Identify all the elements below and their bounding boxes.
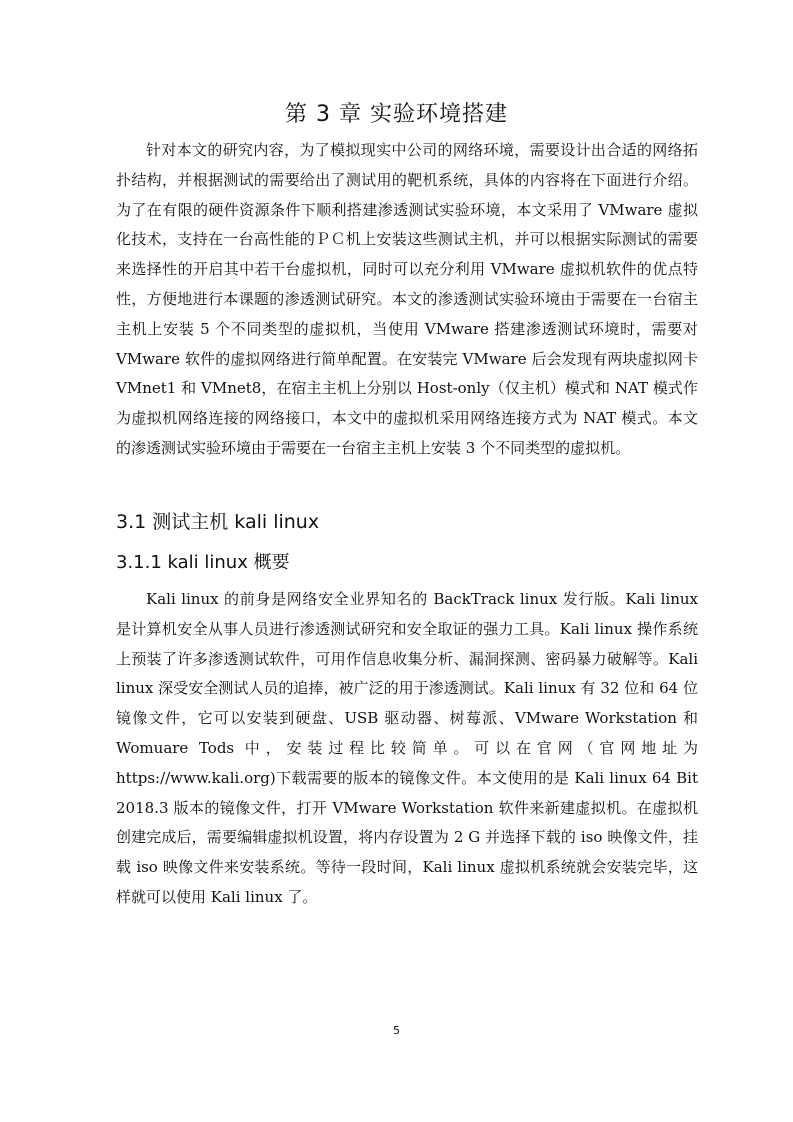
chapter-title: 第 3 章 实验环境搭建 — [285, 102, 508, 127]
page-number: 5 — [393, 1024, 400, 1037]
intro-paragraph: 针对本文的研究内容，为了模拟现实中公司的网络环境，需要设计出合适的网络拓扑结构，并根据测试的需要给出了测试用的靶机系统，具体的内容将在下面进行介绍。为了在有限的硬件资源条件下顺利搭建渗透测试实验环境，本文采用了 VMware 虚拟化技术，支持在一台高性能的ＰＣ机上安装这些测试主机，并可以根据实际测试的需要来选择性的开启其中若干台虚拟机，同时可以充分利用 VMware 虚拟机软件的优点特性，方便地进行本课题的渗透测试研究。本文的渗透测试实验环境由于需要在一台宿主主机上安装 5 个不同类型的虚拟机，当使用 VMware 搭建渗透测试环境时，需要对 VMware 软件的虚拟网络进行简单配置。在安装完 VMware 后会发现有两块虚拟网卡 VMnet1 和 VMnet8，在宿主主机上分别以 Host-only（仅主机）模式和 NAT 模式作为虚拟机网络连接的网络接口，本文中的虚拟机采用网络连接方式为 NAT 模式。本文的渗透测试实验环境由于需要在一台宿主主机上安装 3 个不同类型的虚拟机。 — [116, 141, 698, 457]
kali-overview-paragraph: Kali linux 的前身是网络安全业界知名的 BackTrack linux 发行版。Kali linux 是计算机安全从事人员进行渗透测试研究和安全取证的强力工具。Kali linux 操作系统上预装了许多渗透测试软件，可用作信息收集分析、漏洞探测、密码暴力破解等。Kali linux 深受安全测试人员的追捧，被广泛的用于渗透测试。Kali linux 有 32 位和 64 位镜像文件，它可以安装到硬盘、USB 驱动器、树莓派、VMware Workstation 和 Womuare Tods 中，安装过程比较简单。可以在官网（官网地址为 https://www.kali.org)下载需要的版本的镜像文件。本文使用的是 Kali linux 64 Bit 2018.3 版本的镜像文件，打开 VMware Workstation 软件来新建虚拟机。在虚拟机创建完成后，需要编辑虚拟机设置，将内存设置为 2 G 并选择下载的 iso 映像文件，挂载 iso 映像文件来安装系统。等待一段时间，Kali linux 虚拟机系统就会安装完毕，这样就可以使用 Kali linux 了。 — [116, 590, 698, 906]
section-heading-3-1-1: 3.1.1 kali linux 概要 — [116, 552, 290, 573]
section-heading-3-1: 3.1 测试主机 kali linux — [116, 511, 320, 533]
